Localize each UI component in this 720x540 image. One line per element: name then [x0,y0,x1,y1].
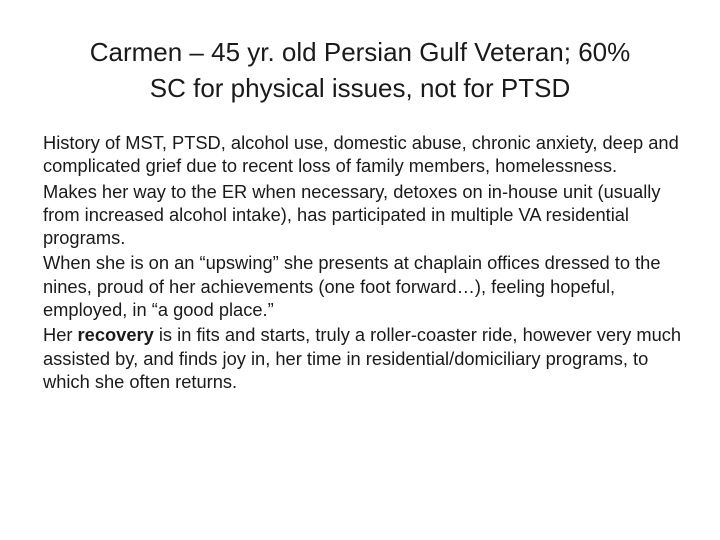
recovery-bold-word: recovery [77,324,154,346]
title-line-1: Carmen – 45 yr. old Persian Gulf Veteran; 60% [89,37,631,67]
paragraph-upswing: When she is on an “upswing” she presents at chaplain offices dressed to the nines, proud of her achievements (one foot forward…), feeling hopeful, employed, in “a good place.” [43,252,661,321]
paragraph-er-visits: Makes her way to the ER when necessary, detoxes on in-house unit (usually from increased alcohol intake), has participated in multiple VA residential programs. [43,180,661,249]
slide-body [43,131,693,395]
paragraph-history: History of MST, PTSD, alcohol use, domestic abuse, chronic anxiety, deep and complicated grief due to recent loss of family members, homelessness. [43,132,679,177]
title-line-2: SC for physical issues, not for PTSD [149,73,571,103]
recovery-text-before: Her [43,324,78,346]
slide-title [40,34,680,106]
recovery-text-after: is in fits and starts, truly a roller-coaster ride, however very much assisted by, and finds joy in, her time in residential/domiciliary programs, to which she often returns. [43,324,682,392]
paragraph-recovery [43,323,693,393]
